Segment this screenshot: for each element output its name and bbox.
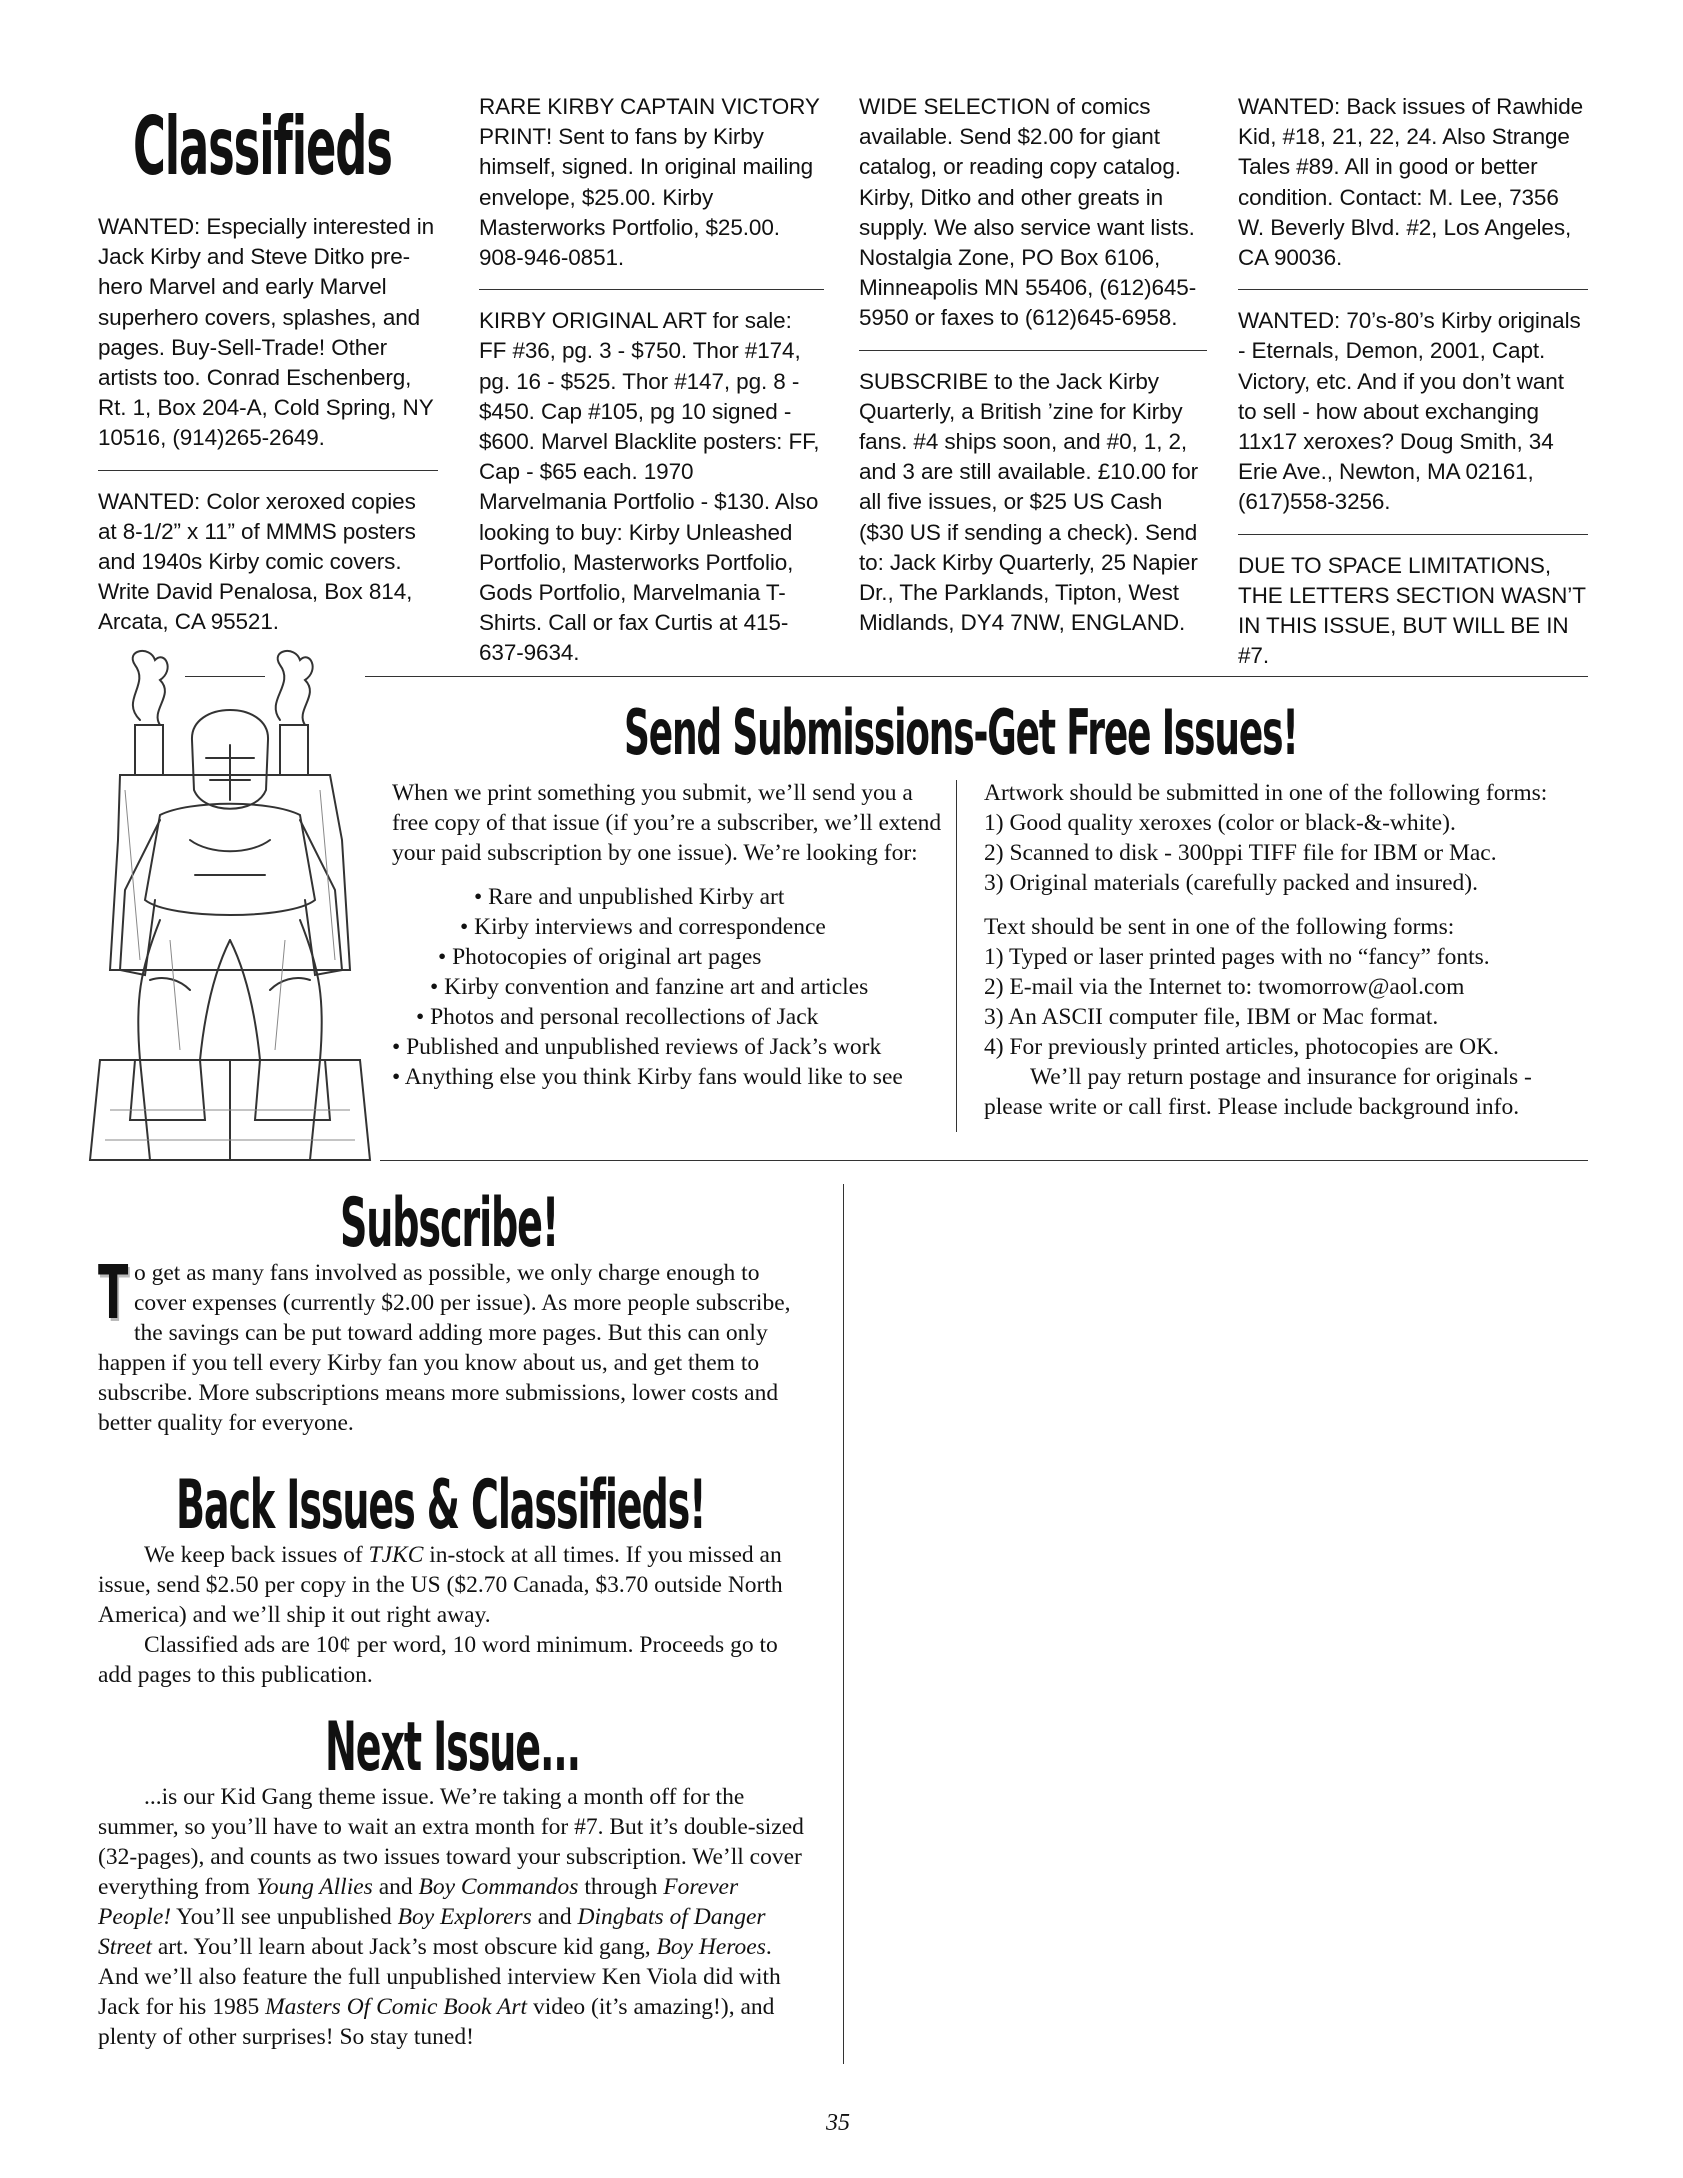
divider [380,1160,1588,1161]
classified-ad: KIRBY ORIGINAL ART for sale: FF #36, pg. 3 - $750. Thor #174, pg. 16 - $525. Thor #147, pg. 8 - $450. Cap #105, pg 10 signed - $600. Marvel Blacklite posters: FF, Cap - $65 each. 1970 Marvelmania Portfolio - $130. Also looking to buy: Kirby Unleashed Portfolio, Masterworks Portfolio, Gods Portfolio, Marvelmania T-Shirts. Call or fax Curtis at 415-637-9634. [479,308,820,666]
artwork-item: 3) Original materials (carefully packed and insured). [984,870,1478,896]
classified-ad: SUBSCRIBE to the Jack Kirby Quarterly, a British ’zine for Kirby fans. #4 ships soon, and #0, 1, 2, and 3 are still available. £10.00 for all five issues, or $25 US Cash ($30 US if sending a check). Send to: Jack Kirby Quarterly, 25 Napier Dr., The Parklands, Tipton, West Midlands, DY4 7NW, ENGLAND. [859,368,1199,636]
list-item: • Published and unpublished reviews of Jack’s work [392,1034,882,1060]
next-issue-paragraph: ...is our Kid Gang theme issue. We’re taking a month off for the summer, so you’ll have to wait an extra month for #7. But it’s double-sized (32-pages), and counts as two issues toward your subscription. We’ll cover everything from Young Allies and Boy Commandos through Forever People! You’ll see unpublished Boy Explorers and Dingbats of Danger Street art. You’ll learn about Jack’s most obscure kid gang, Boy Heroes. And we’ll also feature the full unpublished interview Ken Viola did with Jack for his 1985 Masters Of Comic Book Art video (it’s amazing!), and plenty of other surprises! So stay tuned! [98,1784,804,2050]
list-item: • Kirby convention and fanzine art and articles [430,974,869,1000]
next-issue-section [98,1782,808,2052]
subscribe-body: o get as many fans involved as possible, we only charge enough to cover expenses (currently $2.00 per issue). As more people subscribe, the savings can be put toward adding more pages. But this can only happen if you tell every Kirby fan you know about us, and get them to subscribe. More subscriptions means more submissions, lower costs and better quality for everyone. [98,1260,791,1436]
submissions-left-column [392,778,947,1092]
back-issues-paragraph: We keep back issues of TJKC in-stock at all times. If you missed an issue, send $2.50 per copy in the US ($2.70 Canada, $3.70 outside North America) and we’ll ship it out right away. [98,1542,783,1628]
postage-note: We’ll pay return postage and insurance for originals - please write or call first. Please include background info. [984,1064,1532,1120]
divider [859,350,1207,351]
classifieds-column-3 [859,92,1207,638]
divider [1238,289,1588,290]
artwork-heading: Artwork should be submitted in one of the following forms: [984,780,1548,806]
text-item: 1) Typed or laser printed pages with no “fancy” fonts. [984,944,1490,970]
drop-cap: T [98,1250,129,1336]
classified-ad: WANTED: Especially interested in Jack Kirby and Steve Ditko pre-hero Marvel and early Marvel superhero covers, splashes, and pages. Buy-Sell-Trade! Other artists too. Conrad Eschenberg, Rt. 1, Box 204-A, Cold Spring, NY 10516, (914)265-2649. [98,214,435,451]
classified-rates-paragraph: Classified ads are 10¢ per word, 10 word minimum. Proceeds go to add pages to this publication. [98,1632,778,1688]
classified-ad: WANTED: Back issues of Rawhide Kid, #18, 21, 22, 24. Also Strange Tales #89. All in good or better condition. Contact: M. Lee, 7356 W. Beverly Blvd. #2, Los Angeles, CA 90036. [1238,94,1584,271]
column-divider [956,780,957,1132]
column-divider [843,1184,844,2064]
submissions-intro: When we print something you submit, we’ll send you a free copy of that issue (if you’re a subscriber, we’ll extend your paid subscription by one issue). We’re looking for: [392,780,942,866]
next-issue-title: Next Issue... [325,1708,581,1787]
divider [365,676,1588,677]
subscribe-title: Subscribe! [340,1184,559,1263]
classified-ad: WANTED: 70’s-80’s Kirby originals - Eternals, Demon, 2001, Capt. Victory, etc. And if you don’t want to sell - how about exchanging 11x17 xeroxes? Doug Smith, 34 Erie Ave., Newton, MA 02161, (617)558-3256. [1238,308,1581,515]
submissions-title: Send Submissions-Get Free Issues! [624,696,1298,769]
classifieds-column-2 [479,92,824,669]
classified-ad: WIDE SELECTION of comics available. Send $2.00 for giant catalog, or reading copy catalog. Kirby, Ditko and other greats in supply. We also service want lists. Nostalgia Zone, PO Box 6106, Minneapolis MN 55406, (612)645-5950 or faxes to (612)645-6958. [859,94,1197,331]
divider [479,289,824,290]
tjkc-title: TJKC [368,1542,424,1568]
text-item: 4) For previously printed articles, photocopies are OK. [984,1034,1499,1060]
submissions-right-column [984,778,1589,1122]
artwork-item: 1) Good quality xeroxes (color or black-&-white). [984,810,1456,836]
text-heading: Text should be sent in one of the following forms: [984,914,1455,940]
divider [185,676,265,677]
list-item: • Kirby interviews and correspondence [460,914,826,940]
list-item: • Photos and personal recollections of Jack [416,1004,819,1030]
divider [1238,534,1588,535]
list-item: • Photocopies of original art pages [438,944,762,970]
back-issues-title: Back Issues & Classifieds! [176,1466,706,1545]
classified-ad: RARE KIRBY CAPTAIN VICTORY PRINT! Sent to fans by Kirby himself, signed. In original mailing envelope, $25.00. Kirby Masterworks Portfolio, $25.00. 908-946-0851. [479,94,820,271]
page-number: 35 [826,2110,850,2136]
submissions-bullet-list [392,882,947,1092]
subscribe-section [98,1250,808,1438]
classifieds-column-4 [1238,92,1588,671]
list-item: • Anything else you think Kirby fans would like to see [392,1064,903,1090]
kirby-throne-illustration [80,640,380,1180]
classified-ad: DUE TO SPACE LIMITATIONS, THE LETTERS SECTION WASN’T IN THIS ISSUE, BUT WILL BE IN #7. [1238,552,1586,669]
artwork-item: 2) Scanned to disk - 300ppi TIFF file for IBM or Mac. [984,840,1497,866]
classifieds-title: Classifieds [133,100,392,193]
back-issues-section [98,1540,808,1690]
divider [98,470,438,471]
classifieds-column-1 [98,212,438,638]
text-item: 2) E-mail via the Internet to: twomorrow@aol.com [984,974,1465,1000]
text-item: 3) An ASCII computer file, IBM or Mac format. [984,1004,1439,1030]
classified-ad: WANTED: Color xeroxed copies at 8-1/2” x 11” of MMMS posters and 1940s Kirby comic covers. Write David Penalosa, Box 814, Arcata, CA 95521. [98,488,416,635]
list-item: • Rare and unpublished Kirby art [474,884,785,910]
